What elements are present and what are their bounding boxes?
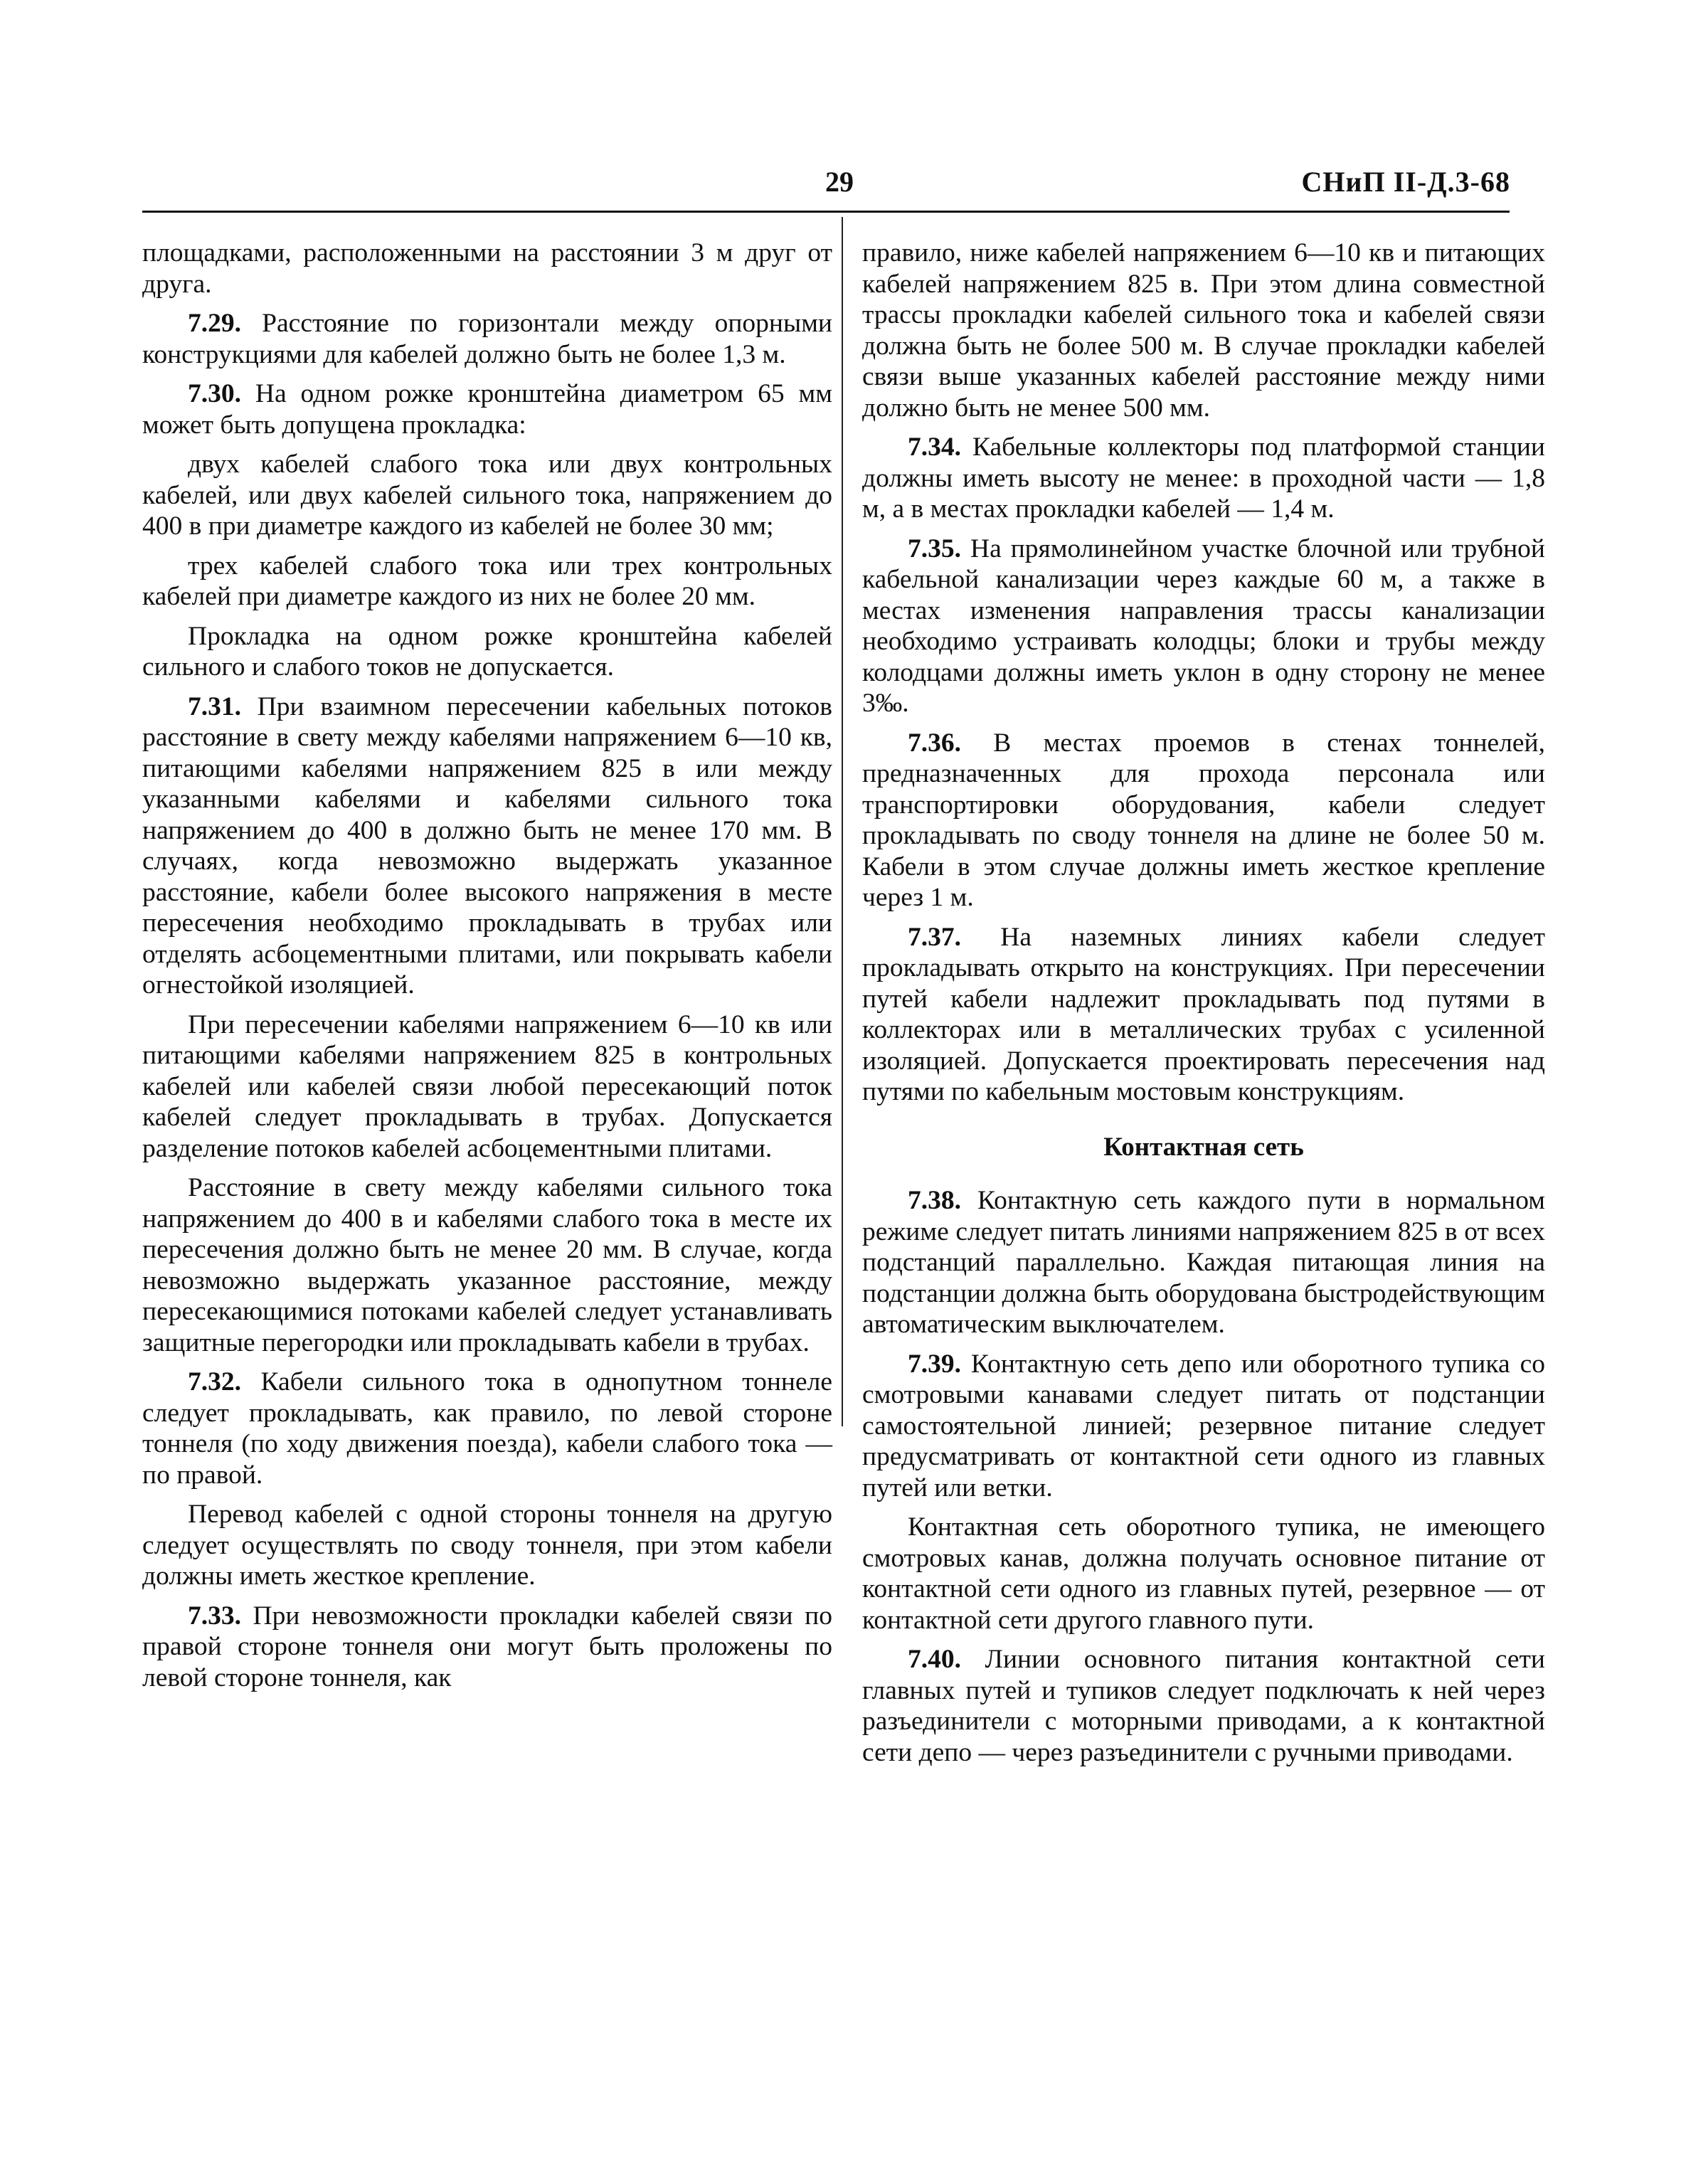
section-heading: Контактная сеть: [1103, 1132, 1304, 1162]
clause-number: 7.38.: [908, 1186, 961, 1215]
column-divider: [842, 217, 843, 1426]
clause-number: 7.30.: [188, 379, 241, 408]
page-number: 29: [825, 166, 854, 198]
clause-7-39: [862, 1349, 1545, 1504]
clause-number: 7.36.: [908, 728, 961, 758]
clause-text: Линии основного питания контактной сети главных путей и тупиков следует подключать к ней через разъединители с моторными приводами, а к контактной сети депо — через разъединители с ручными приводами.: [862, 1645, 1545, 1767]
clause-number: 7.34.: [908, 433, 961, 462]
clause-text: Кабельные коллекторы под платформой станции должны иметь высоту не менее: в проходной части — 1,8 м, а в местах прокладки кабелей — 1,4 м.: [862, 433, 1545, 524]
clause-text: Контактную сеть депо или оборотного тупика со смотровыми канавами следует питать от подстанции самостоятельной линией; резервное питание следует предусматривать от контактной сети одного из главных путей или ветки.: [862, 1349, 1545, 1502]
clause-number: 7.31.: [188, 691, 241, 721]
clause-text: Расстояние по горизонтали между опорными конструкциями для кабелей должно быть не более 1,3 м.: [142, 309, 832, 369]
right-column: [862, 238, 1545, 1776]
paragraph: правило, ниже кабелей напряжением 6—10 кв и питающих кабелей напряжением 825 в. При этом длина совместной трассы прокладки кабелей сильного тока и кабелей связи должна быть не более 500 м. В случае прокладки кабелей связи выше указанных кабелей расстояние между ними должно быть не менее 500 мм.: [862, 238, 1545, 423]
clause-number: 7.35.: [908, 534, 961, 563]
paragraph: Контактная сеть оборотного тупика, не имеющего смотровых канав, должна получать основное питание от контактной сети одного из главных путей, резервное — от контактной сети другого главного пути.: [862, 1512, 1545, 1635]
left-column: [142, 238, 832, 1702]
clause-text: На одном рожке кронштейна диаметром 65 мм может быть допущена прокладка:: [142, 379, 832, 440]
clause-7-37: [862, 922, 1545, 1108]
clause-text: На наземных линиях кабели следует прокладывать открыто на конструкциях. При пересечении путей кабели надлежит прокладывать под путями в коллекторах или в металлических трубах с усиленной изоляцией. Допускается проектировать пересечения над путями по кабельным мостовым конструкциям.: [862, 922, 1545, 1106]
clause-7-29: [142, 308, 832, 370]
clause-7-35: [862, 534, 1545, 719]
clause-7-32: [142, 1367, 832, 1490]
clause-7-33: [142, 1601, 832, 1694]
clause-text: В местах проемов в стенах тоннелей, предназначенных для прохода персонала или транспортировки оборудования, кабели следует прокладывать по своду тоннеля на длине не более 50 м. Кабели в этом случае должны иметь жесткое крепление через 1 м.: [862, 728, 1545, 912]
clause-7-30: [142, 378, 832, 440]
clause-number: 7.40.: [908, 1645, 961, 1674]
clause-number: 7.39.: [908, 1349, 961, 1379]
clause-number: 7.37.: [908, 922, 961, 952]
clause-7-40: [862, 1644, 1545, 1768]
clause-text: Контактную сеть каждого пути в нормальном режиме следует питать линиями напряжением 825 в от всех подстанций параллельно. Каждая питающая линия на подстанции должна быть оборудована быстродействующим автоматическим выключателем.: [862, 1186, 1545, 1339]
clause-text: При невозможности прокладки кабелей связи по правой стороне тоннеля они могут быть проложены по левой стороне тоннеля, как: [142, 1601, 832, 1692]
paragraph: Прокладка на одном рожке кронштейна кабелей сильного и слабого токов не допускается.: [142, 621, 832, 682]
clause-7-34: [862, 432, 1545, 525]
paragraph: Перевод кабелей с одной стороны тоннеля на другую следует осуществлять по своду тоннеля, при этом кабели должны иметь жесткое крепление.: [142, 1500, 832, 1591]
header-rule: [142, 211, 1510, 213]
paragraph: площадками, расположенными на расстоянии 3 м друг от друга.: [142, 238, 832, 299]
clause-7-38: [862, 1185, 1545, 1340]
clause-text: Кабели сильного тока в однопутном тоннеле следует прокладывать, как правило, по левой стороне тоннеля (по ходу движения поезда), кабели слабого тока — по правой.: [142, 1367, 832, 1490]
clause-number: 7.32.: [188, 1367, 241, 1396]
clause-7-31: [142, 691, 832, 1001]
clause-text: При взаимном пересечении кабельных потоков расстояние в свету между кабелями напряжением 6—10 кв, питающими кабелями напряжением 825 в или между указанными кабелями и кабелями сильного тока напряжением до 400 в должно быть не менее 170 мм. В случаях, когда невозможно выдержать указанное расстояние, кабели более высокого напряжения в месте пересечения необходимо прокладывать в трубах или отделять асбоцементными плитами, или покрывать кабели огнестойкой изоляцией.: [142, 691, 832, 1000]
document-code: СНиП II-Д.3-68: [1301, 166, 1510, 198]
clause-number: 7.33.: [188, 1601, 241, 1631]
paragraph: двух кабелей слабого тока или двух контрольных кабелей, или двух кабелей сильного тока, напряжением до 400 в при диаметре каждого из кабелей не более 30 мм;: [142, 450, 832, 541]
clause-number: 7.29.: [188, 309, 241, 338]
clause-text: На прямолинейном участке блочной или трубной кабельной канализации через каждые 60 м, а также в местах изменения направления трассы канализации необходимо устраивать колодцы; блоки и трубы между колодцами должны иметь уклон в одну сторону не менее 3‰.: [862, 534, 1545, 718]
paragraph: Расстояние в свету между кабелями сильного тока напряжением до 400 в и кабелями слабого тока в месте их пересечения должно быть не менее 20 мм. В случае, когда невозможно выдержать указанное расстояние, между пересекающимися потоками кабелей следует устанавливать защитные перегородки или прокладывать кабели в трубах.: [142, 1173, 832, 1357]
paragraph: трех кабелей слабого тока или трех контрольных кабелей при диаметре каждого из них не более 20 мм.: [142, 551, 832, 611]
clause-7-36: [862, 728, 1545, 913]
paragraph: При пересечении кабелями напряжением 6—10 кв или питающими кабелями напряжением 825 в контрольных кабелей или кабелей связи любой пересекающий поток кабелей следует прокладывать в трубах. Допускается разделение потоков кабелей асбоцементными плитами.: [142, 1009, 832, 1163]
